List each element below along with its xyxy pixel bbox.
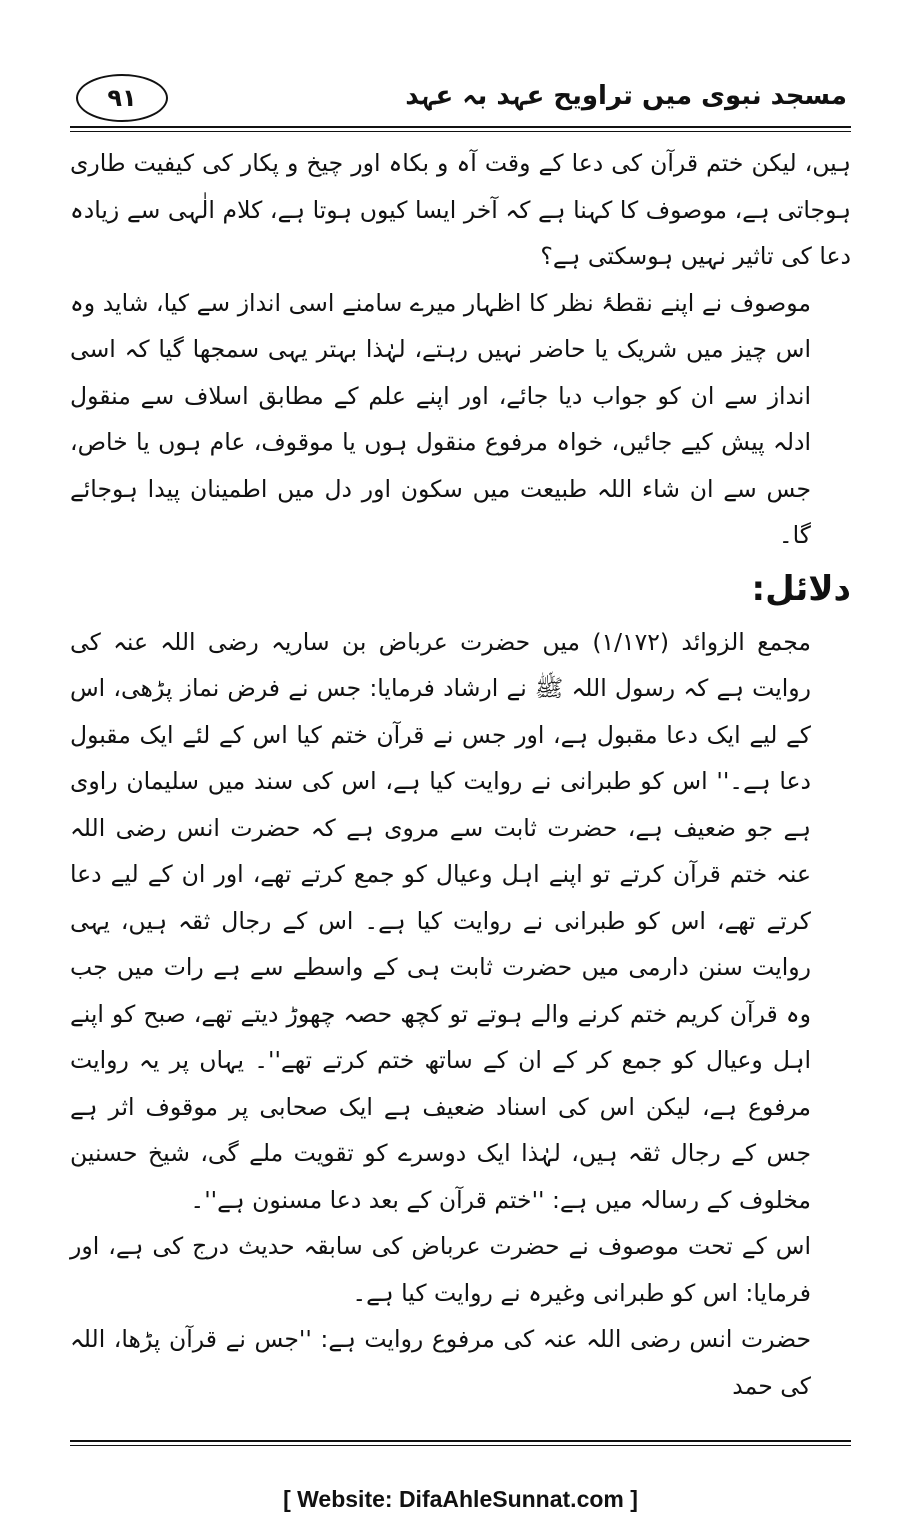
page-header (70, 70, 851, 128)
footer-rule (70, 1440, 851, 1446)
paragraph-1: ہیں، لیکن ختم قرآن کی دعا کے وقت آہ و بکاہ اور چیخ و پکار کی کیفیت طاری ہوجاتی ہے، موصوف کا کہنا ہے کہ آخر ایسا کیوں ہوتا ہے، کلام الٰہی سے زیادہ دعا کی تاثیر نہیں ہوسکتی ہے؟ (70, 149, 851, 270)
website-footer: [ Website: DifaAhleSunnat.com ] (283, 1486, 638, 1512)
paragraph-3: مجمع الزوائد (۱/۱۷۲) میں حضرت عرباض بن ساریہ رضی اللہ عنہ کی روایت ہے کہ رسول اللہ ﷺ نے ارشاد فرمایا: جس نے فرض نماز پڑھی، اس کے لیے ایک دعا مقبول ہے، اور جس نے قرآن ختم کیا اس کے لئے ایک مقبول دعا ہے۔'' اس کو طبرانی نے روایت کیا ہے، اس کی سند میں سلیمان راوی ہے جو ضعیف ہے، حضرت ثابت سے مروی ہے کہ حضرت انس رضی اللہ عنہ ختم قرآن کرتے تو اپنے اہل وعیال کو جمع کرتے تھے، اور ان کے لیے دعا کرتے تھے، اس کو طبرانی نے روایت کیا ہے۔ اس کے رجال ثقہ ہیں، یہی روایت سنن دارمی میں حضرت ثابت ہی کے واسطے سے ہے رات میں جب وہ قرآن کریم ختم کرنے والے ہوتے تو کچھ حصہ چھوڑ دیتے تھے، صبح کو اپنے اہل وعیال کو جمع کر کے ان کے ساتھ ختم کرتے تھے''۔ یہاں پر یہ روایت مرفوع ہے، لیکن اس کی اسناد ضعیف ہے ایک صحابی پر موقوف اثر ہے جس کے رجال ثقہ ہیں، لہٰذا ایک دوسرے کو تقویت ملے گی، شیخ حسنین مخلوف کے رسالہ میں ہے: ''ختم قرآن کے بعد دعا مسنون ہے''۔ (70, 627, 811, 1214)
page-number: ۹۱ (76, 74, 168, 122)
paragraph-2: موصوف نے اپنے نقطۂ نظر کا اظہار میرے سامنے اسی انداز سے کیا، شاید وہ اس چیز میں شریک یا حاضر نہیں رہتے، لہٰذا بہتر یہی سمجھا گیا کہ اسی انداز سے ان کو جواب دیا جائے، اور اپنے علم کے مطابق اسلاف سے منقول ادلہ پیش کیے جائیں، خواہ مرفوع منقول ہوں یا موقوف، عام ہوں یا خاص، جس سے ان شاء اللہ طبیعت میں سکون اور دل میں اطمینان پیدا ہوجائے گا۔ (70, 288, 811, 549)
paragraph-4: اس کے تحت موصوف نے حضرت عرباض کی سابقہ حدیث درج کی ہے، اور فرمایا: اس کو طبرانی وغیرہ نے روایت کیا ہے۔ (70, 1232, 811, 1307)
body-text (70, 140, 851, 1430)
running-title: مسجد نبوی میں تراویح عہد بہ عہد (405, 81, 847, 111)
section-heading: دلائل: (751, 568, 851, 609)
header-rule (70, 126, 851, 132)
paragraph-5: حضرت انس رضی اللہ عنہ کی مرفوع روایت ہے: ''جس نے قرآن پڑھا، اللہ کی حمد (70, 1325, 811, 1400)
